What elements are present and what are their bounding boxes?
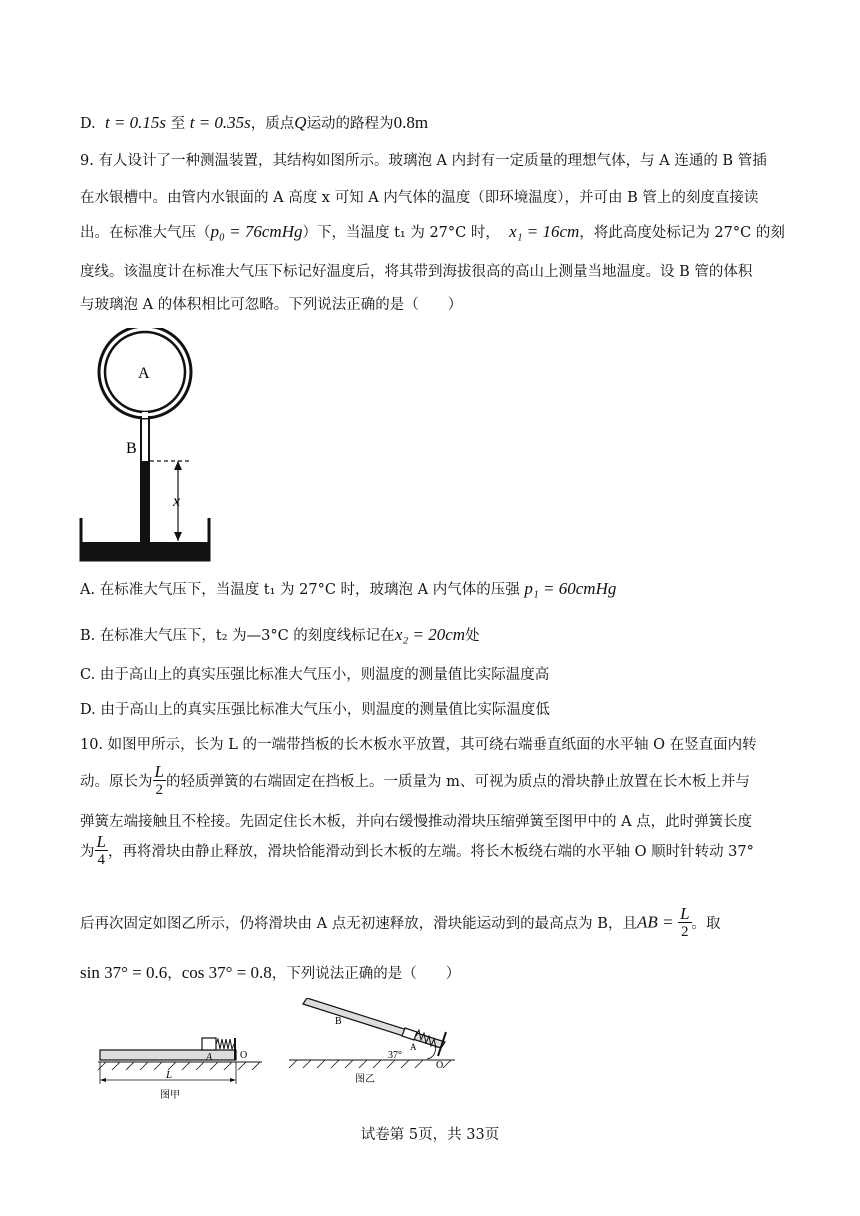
q10-line4 — [80, 833, 754, 868]
text: 至 — [170, 116, 186, 132]
time-start: t = 0.15s — [104, 113, 166, 132]
text: ，再将滑块由静止释放，滑块恰能滑动到长木板的左端。将长木板绕右端的水平轴 O 顺时针转动 37° — [107, 844, 754, 860]
distance-value: 0.8m — [393, 113, 429, 132]
text: ）下，当温度 t₁ 为 27°C 时， — [302, 225, 500, 241]
q10-line2 — [80, 763, 750, 798]
fraction-l-over-2: $\frac{L}{2}$ — [154, 762, 164, 798]
text: 。取 — [691, 916, 721, 932]
ab-equals: AB = — [636, 912, 674, 932]
q9-line4: 度线。该温度计在标准大气压下标记好温度后，将其带到海拔很高的高山上测量当地温度。设 B 管的体积 — [80, 264, 753, 280]
caption-jia: 图甲 — [160, 1090, 180, 1101]
fraction-l-over-2: $\frac{L}{2}$ — [680, 904, 690, 940]
figure-yi — [285, 998, 465, 1088]
label-a: A — [206, 1052, 213, 1063]
option-b-text: B. 在标准大气压下，t₂ 为—3°C 的刻度线标记在 — [80, 628, 395, 644]
q9-line1: 9. 有人设计了一种测温装置，其结构如图所示。玻璃泡 A 内封有一定质量的理想气体，与 A 连通的 B 管插 — [80, 153, 767, 169]
q9-line2: 在水银槽中。由管内水银面的 A 高度 x 可知 A 内气体的温度（即环境温度），并可由 B 管上的刻度直接读 — [80, 190, 759, 206]
pressure-p1: p₁ = 60cmHg — [524, 579, 617, 598]
height-x2: x₂ = 20cm — [394, 625, 466, 644]
height-x1: x₁ = 16cm — [509, 222, 580, 241]
angle-37: 37° — [388, 1050, 402, 1061]
text: 出。在标准大气压（ — [80, 225, 211, 241]
text: 为 — [80, 844, 95, 860]
label-o: O — [240, 1050, 248, 1061]
label-a: A — [138, 365, 150, 382]
text: 的轻质弹簧的右端固定在挡板上。一质量为 m、可视为质点的滑块静止放置在长木板上并与 — [165, 774, 750, 790]
sin-value: sin 37° = 0.6 — [80, 963, 168, 982]
label-a: A — [410, 1042, 417, 1052]
symbol-q: Q — [294, 113, 307, 132]
caption-yi: 图乙 — [355, 1074, 375, 1085]
text: ，下列说法正确的是（ ） — [271, 966, 461, 982]
standard-pressure: p₀ = 76cmHg — [210, 222, 303, 241]
q9-option-d: D. 由于高山上的真实压强比标准大气压小，则温度的测量值比实际温度低 — [80, 702, 550, 718]
q9-option-c: C. 由于高山上的真实压强比标准大气压小，则温度的测量值比实际温度高 — [80, 667, 550, 683]
q9-option-b — [80, 624, 480, 645]
text: 运动的路程为 — [306, 116, 394, 132]
option-d-previous — [80, 112, 428, 133]
text: 动。原长为 — [80, 774, 153, 790]
fraction-l-over-4: $\frac{L}{4}$ — [96, 832, 106, 868]
q10-line6: sin 37° = 0.6，cos 37° = 0.8，下列说法正确的是（ ） — [80, 963, 461, 982]
figure-jia — [90, 1032, 270, 1104]
q9-line3 — [80, 221, 785, 242]
label-o: O — [436, 1060, 444, 1071]
time-end: t = 0.35s — [189, 113, 251, 132]
page-footer: 试卷第 5页，共 33页 — [360, 1127, 500, 1143]
option-letter: D. — [80, 116, 96, 132]
q10-line5 — [80, 905, 721, 940]
q10-line1: 10. 如图甲所示，长为 L 的一端带挡板的长木板水平放置，其可绕右端垂直纸面的水平轴 O 在竖直面内转 — [80, 737, 757, 753]
option-a-text: A. 在标准大气压下，当温度 t₁ 为 27°C 时，玻璃泡 A 内气体的压强 — [80, 582, 520, 598]
text: ，将此高度处标记为 27°C 的刻 — [579, 225, 785, 241]
q9-option-a — [80, 578, 616, 599]
label-b: B — [335, 1016, 342, 1027]
text: ，质点 — [250, 116, 295, 132]
cos-value: cos 37° = 0.8 — [181, 963, 272, 982]
thermometer-figure — [78, 328, 213, 563]
label-b: B — [126, 440, 137, 457]
q10-line3: 弹簧左端接触且不栓接。先固定住长木板，并向右缓慢推动滑块压缩弹簧至图甲中的 A 点，此时弹簧长度 — [80, 814, 753, 830]
text: 处 — [465, 628, 480, 644]
text: 后再次固定如图乙所示，仍将滑块由 A 点无初速释放，滑块能运动到的最高点为 B，且 — [80, 916, 637, 932]
q9-line5: 与玻璃泡 A 的体积相比可忽略。下列说法正确的是（ ） — [80, 297, 463, 313]
label-l: L — [166, 1069, 173, 1081]
label-x: x — [173, 493, 181, 510]
